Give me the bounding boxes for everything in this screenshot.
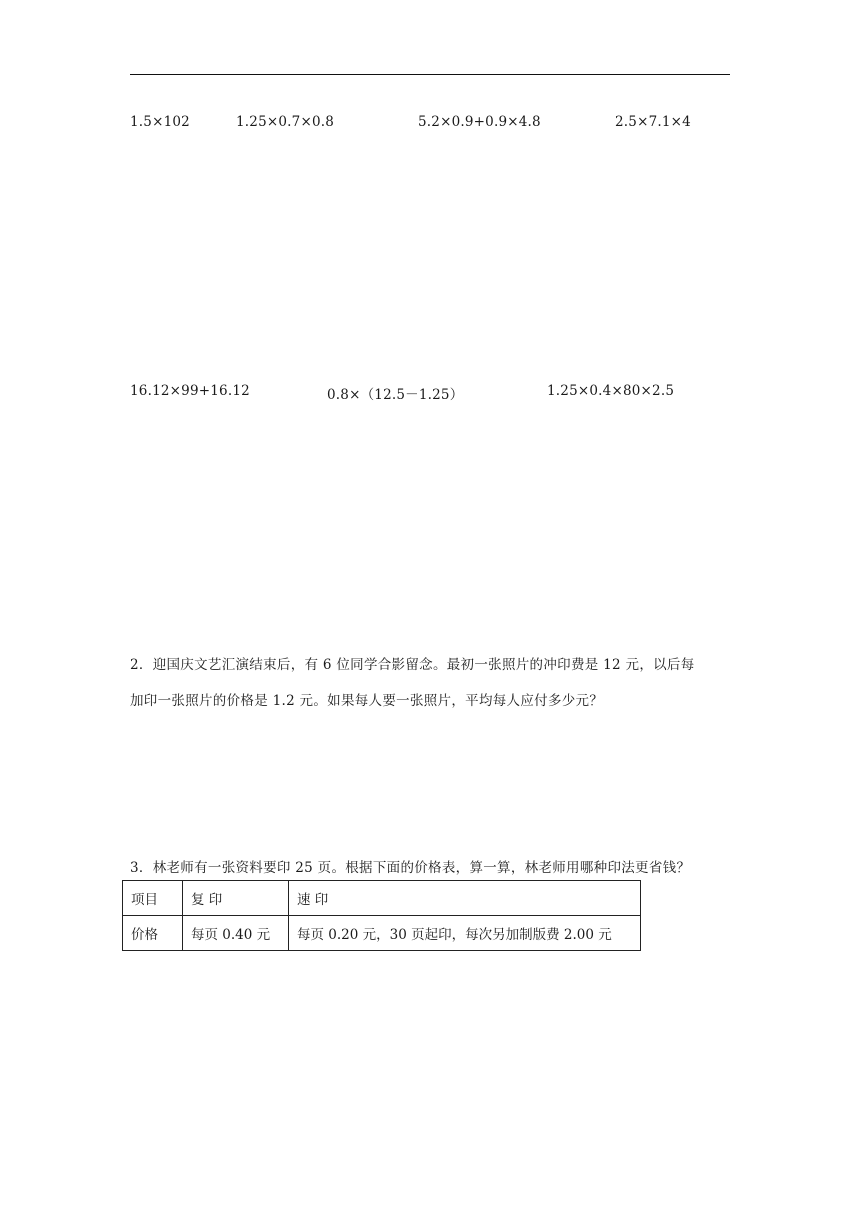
price-table bbox=[122, 880, 641, 951]
table-cell: 项目 bbox=[123, 881, 183, 916]
expression-6: 0.8×（12.5－1.25） bbox=[327, 387, 464, 403]
question-2-line-1: 2．迎国庆文艺汇演结束后，有 6 位同学合影留念。最初一张照片的冲印费是 12 元，以后每 bbox=[130, 657, 695, 673]
expression-3: 5.2×0.9+0.9×4.8 bbox=[418, 114, 541, 130]
expression-5: 16.12×99+16.12 bbox=[130, 383, 250, 399]
table-cell: 价格 bbox=[123, 916, 183, 951]
table-cell: 速 印 bbox=[289, 881, 641, 916]
header-rule bbox=[130, 74, 730, 75]
table-row bbox=[123, 916, 641, 951]
expression-1: 1.5×102 bbox=[130, 114, 190, 130]
table-cell: 每页 0.40 元 bbox=[183, 916, 289, 951]
table-cell: 复 印 bbox=[183, 881, 289, 916]
expression-7: 1.25×0.4×80×2.5 bbox=[547, 383, 675, 399]
table-cell: 每页 0.20 元，30 页起印，每次另加制版费 2.00 元 bbox=[289, 916, 641, 951]
question-2-line-2: 加印一张照片的价格是 1.2 元。如果每人要一张照片，平均每人应付多少元？ bbox=[130, 693, 604, 709]
table-header-row bbox=[123, 881, 641, 916]
expression-4: 2.5×7.1×4 bbox=[615, 114, 691, 130]
question-3-text: 3．林老师有一张资料要印 25 页。根据下面的价格表，算一算，林老师用哪种印法更省钱？ bbox=[130, 860, 691, 876]
expression-2: 1.25×0.7×0.8 bbox=[236, 114, 335, 130]
